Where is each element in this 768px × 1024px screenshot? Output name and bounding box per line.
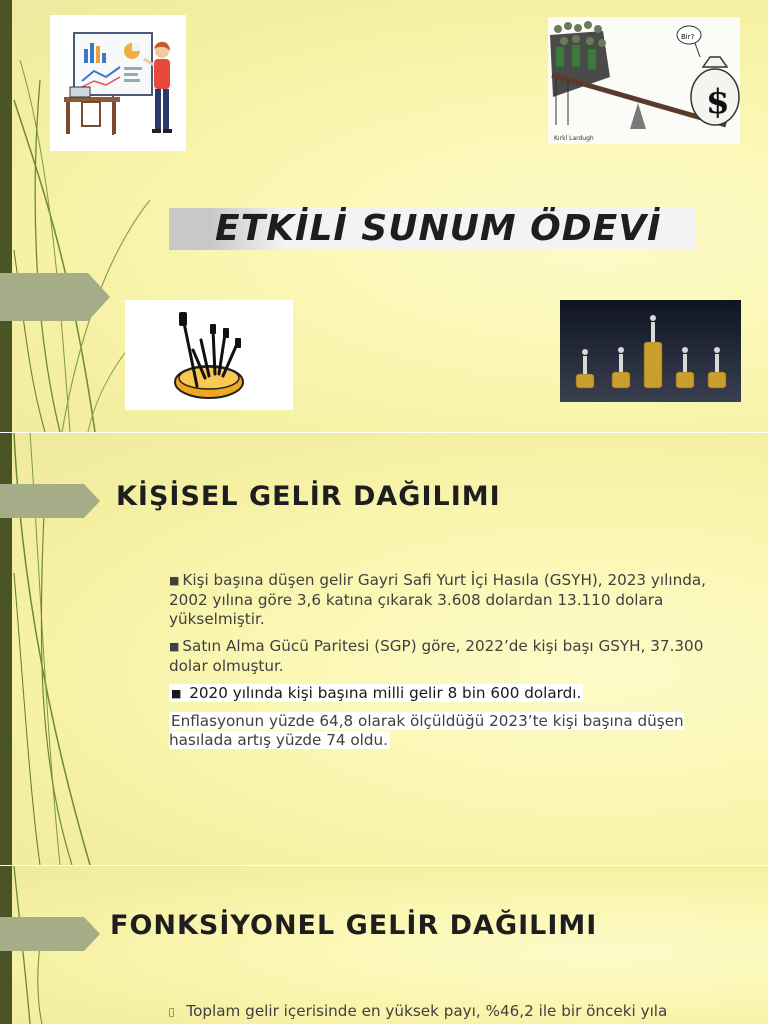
bullet-item: [169, 1002, 729, 1024]
section-heading: FONKSİYONEL GELİR DAĞILIMI: [110, 910, 598, 941]
paragraph: [169, 712, 729, 750]
bullet-highlight: [169, 684, 583, 702]
presenter-illustration: [50, 15, 186, 151]
pie-forks-illustration: [125, 300, 293, 410]
arrow-tab: [0, 273, 110, 321]
bullet-text: Satın Alma Gücü Paritesi (SGP) göre, 2022’de kişi başı GSYH, 37.300 dolar olmuştur.: [169, 637, 704, 675]
left-accent-bar: [0, 0, 12, 432]
bullet-list: [169, 571, 729, 758]
bullet-item: [169, 637, 729, 676]
bullet-text: 2020 yılında kişi başına milli gelir 8 bin 600 dolardı.: [184, 684, 582, 702]
bullet-mark: ■: [169, 574, 180, 587]
cartoon-signature: Kırkl Lardugh: [554, 135, 594, 142]
bullet-list: [169, 1002, 729, 1024]
slide-title: ETKİLİ SUNUM ÖDEVİ: [215, 208, 662, 249]
bullet-mark: [169, 1008, 174, 1018]
slide-2: [0, 433, 768, 865]
bullet-text: Toplam gelir içerisinde en yüksek payı, %46,2 ile bir önceki yıla: [181, 1002, 662, 1020]
bullet-text: Kişi başına düşen gelir Gayri Safi Yurt İçi Hasıla (GSYH), 2023 yılında, 2002 yılına göre 3,6 katına çıkarak 3.608 dolardan 13.110 dolara yükselmiştir.: [169, 571, 706, 628]
bullet-mark: ■: [171, 687, 182, 700]
bullet-item: [169, 684, 729, 704]
bullet-item: [169, 571, 729, 629]
arrow-tab: [0, 477, 100, 525]
coin-stacks-photo: [560, 300, 741, 402]
arrow-tab: [0, 910, 100, 958]
title-banner: [169, 208, 696, 250]
svg-text:$: $: [706, 82, 730, 122]
slide-1: [0, 0, 768, 432]
slide-3: [0, 866, 768, 1024]
section-heading: KİŞİSEL GELİR DAĞILIMI: [116, 481, 501, 512]
bullet-mark: ■: [169, 640, 180, 653]
paragraph-text: Enflasyonun yüzde 64,8 olarak ölçüldüğü 2023’te kişi başına düşen hasılada artış yüzde 74 oldu.: [169, 712, 684, 749]
cartoon-speech-bubble: Bir?: [681, 33, 695, 41]
inequality-cartoon: [548, 17, 740, 144]
